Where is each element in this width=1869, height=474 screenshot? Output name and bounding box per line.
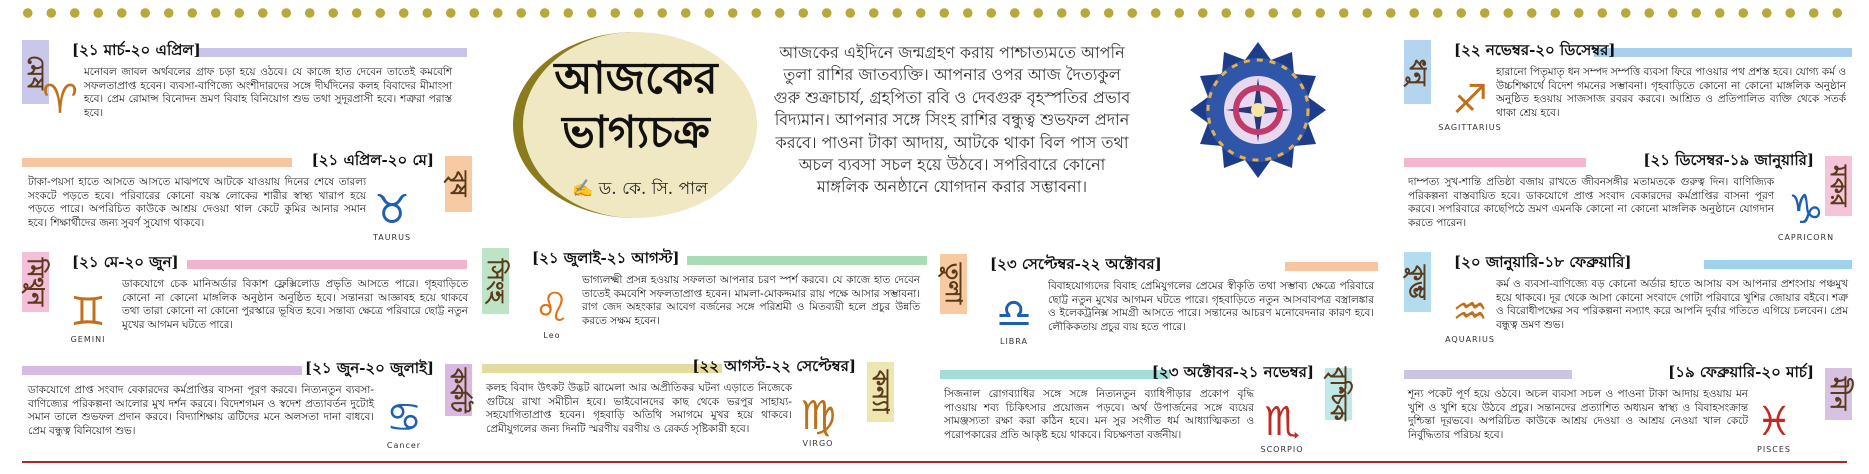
zodiac-caption: SAGITTARIUS <box>1438 123 1502 132</box>
sign-date-range: [২১ মে-২০ জুন] <box>72 253 179 271</box>
sign-name-tab: কন্যা <box>867 362 894 422</box>
sign-name-tab: মেষ <box>22 40 49 104</box>
color-bar <box>1404 370 1572 379</box>
horoscope-text: ভাগ্যলক্ষ্মী প্রসন্ন হওয়ায় সফলতা আপনার চরণ স্পর্শ করবে। যে কাজে হাত দেবেন তাতেই কমবেশি সফলতাপ্রাপ্ত হবেন। মামলা-মোকদ্দমার রায় পক্ষে আসার সম্ভাবনা। রাগ জেদ অহংকার আবেগ বর্জনের সঙ্গে পরিশ্রমী ও মিতব্যয়ী হলে প্রচুর উন্নতি করতে সক্ষম হবেন। <box>582 274 920 327</box>
bottom-rule <box>22 461 1847 463</box>
horoscope-text: ডাকযোগে চেক মানিঅর্ডার বিকাশ ফ্লেক্সিলোড প্রভৃতি আসতে পারে। গৃহবাড়িতে কোনো না কোনো মাঙ্গলিক অনুষ্ঠান অনুষ্ঠিত হবে। সন্তানরা আজ্ঞাবহ হয়ে থাকবে তথা তারা কোনো না কোনো পুরস্কারে ভূষিত হবে। সন্তাব্য ক্ষেত্রে পরিবারে ছোট্ট নতুন মুখের আগমন ঘটতে পারে। <box>122 278 468 331</box>
zodiac-caption: Cancer <box>386 441 422 450</box>
horoscope-text: ডাকযোগে প্রাপ্ত সংবাদ বেকারদের কর্মপ্রাপ্তির বাসনা পূরণ করবে। নিত্যনতুন ব্যবসা-বাণিজ্যের পরিকল্পনা আলোর মুখ দর্শন করবে। বিদেশগমন ও স্বদেশ প্রত্যাবর্তন দুটোই সমান তালে শুভফল প্রদান করবে। বিদ্যাশিক্ষায় ত্রটিদের মনে অলসতা দানা বাধবে। প্রেম বন্ধুত্ব বিনিয়োগ শুভ। <box>28 384 374 437</box>
zodiac-caption: GEMINI <box>70 335 106 344</box>
color-bar <box>482 364 722 373</box>
zodiac-caption: Leo <box>543 331 561 340</box>
color-bar <box>1594 48 1852 57</box>
horoscope-text: শূন্য পকেট পূর্ণ হয়ে ওঠবে। অচল ব্যবসা সচল ও পাওনা টাকা আদায় হওয়ায় মন খুশি ও খুশি হয়ে উঠবে প্রচুর। সন্তানদের প্রত্যাশিত অধ্যয়ন স্বাস্থ্য ও বিবাহসংক্রান্ত দুশ্চিন্তা দূরভবে। অপরিচিত কাউকে আশ্রয় দেওয়া ও আশ্রয় নেওয়া খাল কেটে নির্বুদ্ধিতার পরিচয় হবে। <box>1408 388 1748 441</box>
sign-card <box>1404 150 1852 250</box>
zodiac-symbol-icon: ♓ PISCES <box>1756 399 1792 454</box>
color-bar <box>940 370 1170 379</box>
title-line-1: আজকের <box>554 53 718 104</box>
horoscope-text: বিবাহযোগ্যদের বিবাহ প্রেমিযুগলের প্রেমের স্বীকৃতি তথা সম্ভাব্য ক্ষেত্রে পরিবারে ছোট্ট নতুন মুখের আগমন ঘটতে পারে। গৃহবাড়িতে নতুন আসবাবপত্র বস্ত্রালঙ্কার ও ইলেকট্রনিক্স সামগ্রী আসতে পারে। সন্তানের আচরণ মনোবেদনার কারণ হবে। লৌকিকতায় প্রচুর ব্যয় হতে পারে। <box>1048 280 1374 333</box>
sign-card <box>22 358 472 450</box>
sign-date-range: [২১ জুলাই-২১ আগস্ট] <box>532 249 680 267</box>
sign-date-range: [২৩ সেপ্টেম্বর-২২ অক্টোবর] <box>990 255 1162 273</box>
sign-card <box>22 150 472 246</box>
title-line-2: ভাগ্যচক্র <box>562 107 710 158</box>
sign-name-tab: সিংহ <box>482 248 509 314</box>
sign-date-range: [২২ আগস্ট-২২ সেপ্টেম্বর] <box>692 357 856 375</box>
sign-card <box>1404 40 1852 144</box>
sign-card <box>22 40 472 144</box>
zodiac-symbol-icon: ♏ SCORPIO <box>1260 399 1304 454</box>
horoscope-text: কলহ বিবাদ উৎকট উদ্ভট ঝামেলা আর অপ্রীতিকর ঘটনা এড়াতে নিজেকে গুটিয়ে রাখা সমীচীন হবে। ভাইবোনদের কাছ থেকে ভরপুর সাহায্য-সহযোগিতাপ্রাপ্ত হবেন। গৃহবাড়ি অতিথি সমাগমে মুখর হয়ে থাকবে। প্রেমীযুগলের জন্য দিনটি স্মরণীয় বরণীয় ও রেকর্ড সৃষ্টিকারী হবে। <box>486 382 792 435</box>
sign-date-range: [২১ ডিসেম্বর-১৯ জানুয়ারি] <box>1643 151 1814 169</box>
sign-card <box>1404 252 1852 352</box>
color-bar <box>22 158 292 167</box>
sign-date-range: [২০ জানুয়ারি-১৮ ফেব্রুয়ারি] <box>1454 253 1632 271</box>
color-bar <box>22 366 302 375</box>
sign-card <box>940 362 1352 454</box>
zodiac-symbol-icon: ♍ VIRGO <box>800 393 836 448</box>
dotted-top-border <box>16 6 1853 20</box>
zodiac-caption: TAURUS <box>372 233 412 242</box>
sign-name-tab: বৃশ্চিক <box>1325 367 1352 421</box>
sign-card <box>22 252 472 352</box>
sign-date-range: [২২ নভেম্বর-২০ ডিসেম্বর] <box>1454 41 1616 59</box>
zodiac-symbol-icon: ♈ <box>42 77 78 123</box>
color-bar <box>1404 158 1586 167</box>
zodiac-symbol-icon: ♊ GEMINI <box>70 289 106 344</box>
zodiac-symbol-icon: ♌ Leo <box>534 285 570 340</box>
sign-date-range: [২১ জুন-২০ জুলাই] <box>305 359 434 377</box>
color-bar <box>687 256 927 265</box>
zodiac-caption: LIBRA <box>999 337 1028 346</box>
sign-name-tab: ধনু <box>1404 40 1431 104</box>
horoscope-text: কর্ম ও ব্যবসা-বাণিজ্যে বড় কোনো অর্ডার হাতে আসায় বস আপনার প্রশংসায় পঞ্চমুখ হয়ে থাকবে। দূর থেকে আসা কোনো সংবাদে গোটা পরিবারে খুশির জোয়ার বইবে। শত্রু ও বিরোধীপক্ষের সব পরিকল্পনা নস্যাৎ করে আপনি দুর্বার গতিতে এগিয়ে চলবেন। প্রেম বন্ধুত্ব ভ্রমণ শুভ। <box>1496 278 1848 331</box>
zodiac-caption: VIRGO <box>802 439 834 448</box>
sign-name-tab: তুলা <box>940 254 967 314</box>
horoscope-text: মনোবল জাবল অর্থবলের গ্রাফ চড়া হয়ে ওঠবে। যে কাজে হাত দেবেন তাতেই কমবেশি সফলতাপ্রাপ্ত হবেন। ব্যবসা-বাণিজ্যে অংশীদারদের সঙ্গে দীর্ঘদিনের কলহ বিবাদের মীমাংসা হবে। প্রেম রোমান্স বিনোদন ভ্রমণ বিবাহ বিনিয়োগ শুভ তথা সুদূরপ্রাসী হবে। শত্রুরা পরাস্ত হবে। <box>84 66 452 119</box>
zodiac-symbol-icon: ♒ AQUARIUS <box>1445 289 1495 344</box>
sign-name-tab: বৃষ <box>445 156 472 212</box>
sign-card <box>482 248 927 354</box>
zodiac-symbol-icon: ♉ TAURUS <box>372 187 412 242</box>
sign-date-range: [১৯ ফেব্রুয়ারি-২০ মার্চ] <box>1668 363 1814 381</box>
author-byline <box>540 176 740 204</box>
sign-name-tab: কর্কট <box>445 364 472 416</box>
zodiac-caption: PISCES <box>1757 445 1791 454</box>
zodiac-symbol-icon: ♑ CAPRICORN <box>1777 187 1835 242</box>
horoscope-text: টাকা-পয়সা হাতে আসতে আসতে মাঝপথে আটকে যাওয়ায় দিনের শেষে তারল্য সংকটে পড়তে হবে। পরিবারের কোনো বয়স্ক লোকের শারীর স্বাস্থ্য খারাপ হয়ে পড়তে পারে। অপরিচিত কাউকে আশ্রয় দেওয়া থাল কেটে কুমির আনার সমান হবে। শিক্ষার্থীদের জন্য সুবর্ণ সুযোগ থাকবে। <box>28 176 366 229</box>
sign-card <box>482 356 894 456</box>
pen-icon: ✍ <box>572 179 594 199</box>
sign-name-tab: মিথুন <box>22 252 49 312</box>
zodiac-wheel-image <box>1188 40 1328 180</box>
sign-card <box>940 254 1378 354</box>
author-name: ড. কে. সি. পাল <box>598 179 708 199</box>
horoscope-text: হারানো পিতৃমাতৃ ধন সম্পদ সম্পত্তি ব্যবসা ফিরে পাওয়ার পথ প্রশস্ত হবে। যোগ্য কর্ম ও উচ্চশিক্ষার্থে বিদেশ গমনের সম্ভাবনা। গৃহবাড়িতে কোনো না কোনো মাঙ্গলিক অনুষ্ঠান অনুষ্ঠিত হওয়ায় সাজসাজ রবরব করবে। আশ্রিত ও প্রতিপালিত ব্যক্তি থেকে সতর্ক থাকা শ্রেয় হবে। <box>1496 66 1846 119</box>
zodiac-caption: SCORPIO <box>1260 445 1304 454</box>
zodiac-caption: CAPRICORN <box>1777 233 1835 242</box>
horoscope-text: সিজনাল রোগব্যাধির সঙ্গে সঙ্গে নিত্যনতুন ব্যাধিপীড়ার প্রকোপ বৃদ্ধি পাওয়ায় শব্য চিকিৎসার প্রয়োজন পড়বে। অর্থ উপার্জনের সঙ্গে ব্যয়ের সামঞ্জস্যতা রক্ষা করা কঠিন হবে। মন সুর সংগীত ধর্ম আধ্যাত্মিকতা ও পরোপকারের প্রতি আকৃষ্ট হয়ে থাকবে। বিচক্ষণতা বর্জনীয়। <box>944 388 1254 441</box>
sign-name-tab: কুম্ভ <box>1404 252 1431 312</box>
lagna-paragraph: আজকের এইদিনে জন্মগ্রহণ করায় পাশ্চাত্যমতে আপনি তুলা রাশির জাতব্যক্তি। আপনার ওপর আজ দৈত্যকুল গুরু শুক্রাচার্য, গ্রহপিতা রবি ও দেবগুরু বৃহস্পতির প্রভাব বিদ্যমান। আপনার সঙ্গে সিংহ রাশির বন্ধুত্ব শুভফল প্রদান করবে। পাওনা টাকা আদায়, আটকে থাকা বিল পাস তথা অচল ব্যবসা সচল হয়ে উঠবে। সপরিবারে কোনো মাঙ্গলিক অনষ্ঠানে যোগদান করার সম্ভাবনা। <box>773 43 1131 197</box>
zodiac-symbol-icon: ♐ SAGITTARIUS <box>1438 77 1502 132</box>
sign-date-range: [২১ এপ্রিল-২০ মে] <box>311 151 434 169</box>
zodiac-caption: AQUARIUS <box>1445 335 1495 344</box>
sign-date-range: [২১ মার্চ-২০ এপ্রিল] <box>72 41 201 59</box>
color-bar <box>1285 262 1378 271</box>
color-bar <box>187 260 467 269</box>
sign-card <box>1404 362 1852 454</box>
sign-date-range: [২৩ অক্টোবর-২১ নভেম্বর] <box>1151 363 1314 381</box>
color-bar <box>197 48 467 57</box>
zodiac-symbol-icon: ♋ Cancer <box>386 395 422 450</box>
zodiac-symbol-icon: ♎ LIBRA <box>996 291 1032 346</box>
horoscope-text: দাম্পত্য সুখ-শান্তি প্রতিষ্ঠা বজায় রাখতে জীবনসঙ্গীর মতামতকে গুরুত্ব দিন। বাণিজ্যিক পরিকল্পনা বাস্তবায়িত হবে। ডাকযোগে প্রাপ্ত সংবাদ বেকারদের কর্মপ্রাপ্তির বাসনা পূরণ করবে। সপরিবারে কাছেপিঠে ভ্রমণ এমনকি কোনো না কোনো মাঙ্গলিক অনুষ্ঠানে যোগদান করতে পারেন। <box>1408 176 1774 229</box>
sign-name-tab: মকর <box>1825 156 1852 216</box>
color-bar <box>1704 260 1852 269</box>
page-title <box>530 52 742 160</box>
sign-name-tab: মীন <box>1825 368 1852 420</box>
